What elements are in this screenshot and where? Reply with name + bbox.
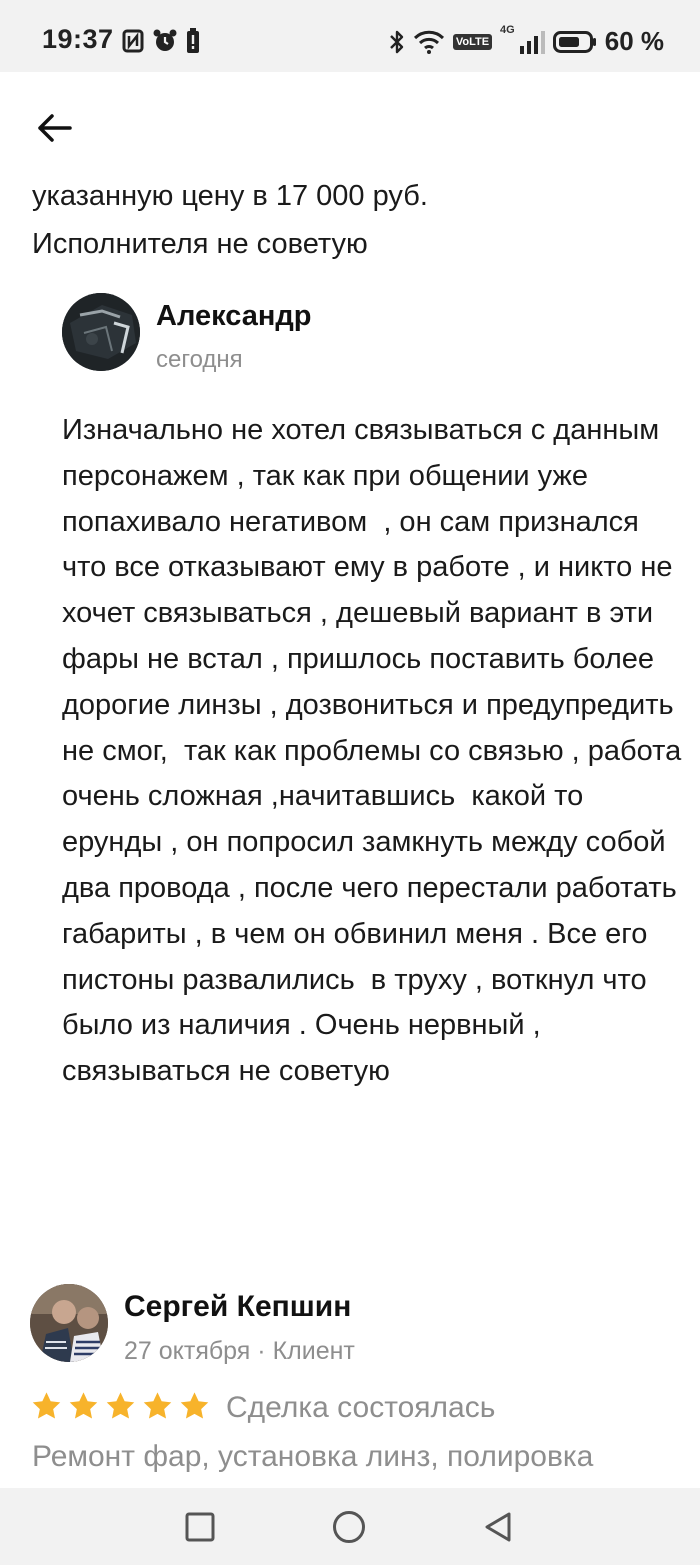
previous-comment-line: Исполнителя не советую xyxy=(32,228,368,260)
battery-alert-icon xyxy=(186,28,200,54)
wifi-icon xyxy=(413,30,445,54)
reply-text: Изначально не хотел связываться с данным персонажем , так как при общении уже попахивало негативом , он сам признался что все отказывают ему в работе , и никто не хочет связываться , дешевый вариант в эти фары не встал , пришлось поставить более дорогие линзы , дозвониться и предупредить не смог, так как проблемы со связью , работа очень сложная ,начитавшись какой то ерунды , он попросил замкнуть между собой два провода , после чего перестали работать габариты , в чем он обвинил меня . Все его пистоны развалились в труху , воткнул что было из наличия . Очень нервный , связываться не советую xyxy=(62,414,690,1088)
review-author-name[interactable]: Сергей Кепшин xyxy=(124,1290,352,1323)
star-icon xyxy=(141,1390,174,1422)
battery-percent: 60 % xyxy=(604,26,664,56)
previous-comment-text xyxy=(32,172,672,268)
status-bar xyxy=(0,0,700,72)
back-icon xyxy=(483,1511,513,1543)
star-icon xyxy=(178,1390,211,1422)
home-button[interactable] xyxy=(332,1510,366,1544)
status-time: 19:37 xyxy=(42,24,114,54)
recent-apps-icon xyxy=(185,1512,215,1542)
star-icon xyxy=(104,1390,137,1422)
reply-date: сегодня xyxy=(156,346,243,373)
system-nav-bar xyxy=(0,1488,700,1565)
review-date: 27 октября xyxy=(124,1337,251,1365)
home-icon xyxy=(332,1510,366,1544)
star-icon xyxy=(67,1390,100,1422)
previous-comment-line: указанную цену в 17 000 руб. xyxy=(32,180,428,212)
avatar[interactable] xyxy=(62,293,140,371)
system-back-button[interactable] xyxy=(481,1510,515,1544)
deal-status: Сделка состоялась xyxy=(226,1391,496,1424)
meta-separator: · xyxy=(257,1337,266,1365)
status-left-icons xyxy=(122,28,200,54)
nfc-icon xyxy=(122,29,144,53)
status-right-icons xyxy=(389,26,664,57)
arrow-left-icon xyxy=(36,112,72,144)
alarm-icon xyxy=(152,28,178,54)
avatar-image xyxy=(30,1284,108,1362)
star-icon xyxy=(30,1390,63,1422)
reply-author-name[interactable]: Александр xyxy=(156,300,312,332)
back-button[interactable] xyxy=(30,104,78,152)
rating-stars xyxy=(30,1390,211,1422)
review-service: Ремонт фар, установка линз, полировка xyxy=(32,1440,594,1473)
review-meta xyxy=(124,1337,355,1366)
recent-apps-button[interactable] xyxy=(183,1510,217,1544)
volte-icon: VoLTE xyxy=(453,34,492,50)
battery-icon xyxy=(553,30,597,54)
signal-icon xyxy=(519,30,545,54)
review-role: Клиент xyxy=(272,1337,355,1365)
bluetooth-icon xyxy=(389,29,405,55)
avatar[interactable] xyxy=(30,1284,108,1362)
network-type: 4G xyxy=(500,24,515,36)
avatar-image xyxy=(62,293,140,371)
